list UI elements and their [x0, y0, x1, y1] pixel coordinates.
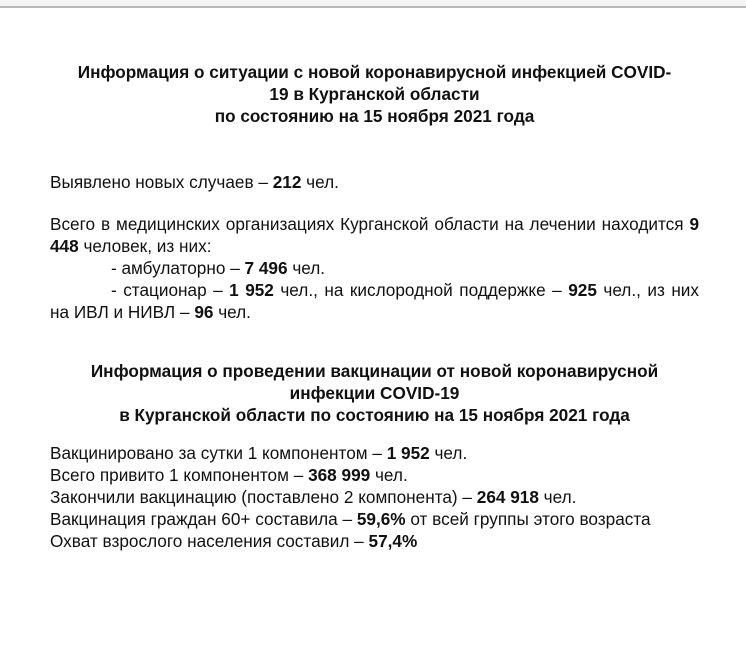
new-cases-value: 212	[272, 172, 302, 192]
heading-line: в Курганской области по состоянию на 15 ноября 2021 года	[119, 405, 630, 425]
outpatient-value: 7 496	[244, 258, 288, 278]
adult-coverage-line: Охват взрослого населения составил – 57,4%	[50, 531, 418, 551]
treatment-total-value: 9 448	[50, 214, 699, 256]
inpatient-value: 1 952	[229, 280, 274, 300]
top-toolbar-strip	[0, 0, 746, 8]
total-first-dose-value: 368 999	[308, 465, 371, 485]
covid-situation-heading	[50, 61, 699, 127]
document-page	[50, 61, 699, 552]
adult-coverage-value: 57,4%	[368, 531, 418, 551]
outpatient-line: - амбулаторно – 7 496 чел.	[111, 258, 326, 278]
new-cases-line: Выявлено новых случаев – 212 чел.	[50, 172, 339, 192]
heading-line: инфекции COVID-19	[289, 383, 460, 403]
heading-line: 19 в Курганской области	[269, 84, 480, 104]
total-first-dose-line: Всего привито 1 компонентом – 368 999 чел.	[50, 465, 408, 485]
completed-vaccination-value: 264 918	[476, 487, 539, 507]
oxygen-support-value: 925	[568, 280, 597, 300]
daily-first-dose-line: Вакцинировано за сутки 1 компонентом – 1 952 чел.	[50, 443, 468, 463]
treatment-total-paragraph: Всего в медицинских организациях Курганской области на лечении находится 9 448 человек, из них:	[50, 214, 699, 256]
seniors-vaccination-line: Вакцинация граждан 60+ составила – 59,6% от всей группы этого возраста	[50, 509, 651, 529]
daily-first-dose-value: 1 952	[386, 443, 430, 463]
heading-line: Информация о проведении вакцинации от новой коронавирусной	[90, 361, 659, 381]
inpatient-paragraph: - стационар – 1 952 чел., на кислородной поддержке – 925 чел., из них на ИВЛ и НИВЛ – 96 чел.	[50, 280, 700, 322]
completed-vaccination-line: Закончили вакцинацию (поставлено 2 компонента) – 264 918 чел.	[50, 487, 577, 507]
vaccination-heading	[50, 360, 699, 426]
seniors-vaccination-value: 59,6%	[356, 509, 406, 529]
heading-line: по состоянию на 15 ноября 2021 года	[214, 106, 535, 126]
heading-line: Информация о ситуации с новой коронавирусной инфекцией COVID-	[77, 62, 672, 82]
ventilator-value: 96	[194, 302, 214, 322]
